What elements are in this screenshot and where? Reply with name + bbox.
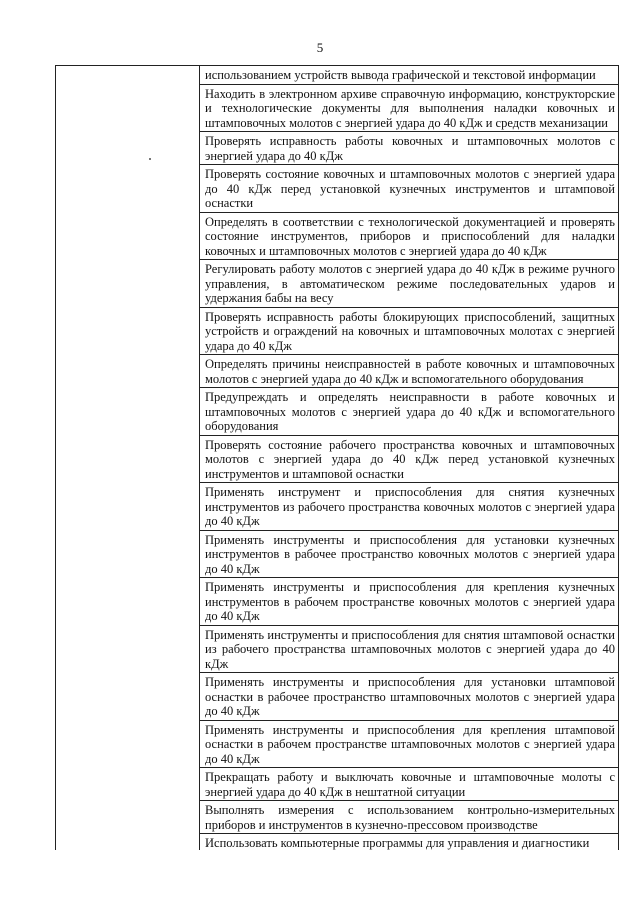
table-row: Определять причины неисправностей в работе ковочных и штамповочных молотов с энергией удара до 40 кДж и вспомогательного оборудования bbox=[200, 355, 618, 388]
table-row: Проверять состояние ковочных и штамповочных молотов с энергией удара до 40 кДж перед установкой кузнечных инструментов и штамповой оснастки bbox=[200, 165, 618, 213]
table-row: Применять инструменты и приспособления для установки кузнечных инструментов в рабочее пространство ковочных молотов с энергией удара до 40 кДж bbox=[200, 531, 618, 579]
table-row: Применять инструменты и приспособления для снятия штамповой оснастки из рабочего пространства штамповочных молотов с энергией удара до 40 кДж bbox=[200, 626, 618, 674]
skills-table bbox=[55, 65, 619, 850]
table-row: Проверять состояние рабочего пространства ковочных и штамповочных молотов с энергией удара до 40 кДж перед установкой кузнечных инструментов и штамповой оснастки bbox=[200, 436, 618, 484]
table-row: Проверять исправность работы блокирующих приспособлений, защитных устройств и ограждений на ковочных и штамповочных молотах с энергией удара до 40 кДж bbox=[200, 308, 618, 356]
table-left-column bbox=[56, 66, 199, 850]
table-right-column bbox=[200, 66, 618, 852]
table-row: использованием устройств вывода графической и текстовой информации bbox=[200, 66, 618, 85]
table-row: Регулировать работу молотов с энергией удара до 40 кДж в режиме ручного управления, в автоматическом режиме последовательных ударов и удержания бабы на весу bbox=[200, 260, 618, 308]
scan-speck bbox=[149, 158, 151, 160]
table-row: Прекращать работу и выключать ковочные и штамповочные молоты с энергией удара до 40 кДж в нештатной ситуации bbox=[200, 768, 618, 801]
table-row: Использовать компьютерные программы для управления и диагностики bbox=[205, 836, 590, 850]
table-row: Применять инструменты и приспособления для установки штамповой оснастки в рабочее пространство штамповочных молотов с энергией удара до 40 кДж bbox=[200, 673, 618, 721]
table-row: Выполнять измерения с использованием контрольно-измерительных приборов и инструментов в кузнечно-прессовом производстве bbox=[200, 801, 618, 834]
table-row: Применять инструменты и приспособления для крепления штамповой оснастки в рабочем пространстве штамповочных молотов с энергией удара до 40 кДж bbox=[200, 721, 618, 769]
table-row: Применять инструменты и приспособления для крепления кузнечных инструментов в рабочем пространстве ковочных молотов с энергией удара до 40 кДж bbox=[200, 578, 618, 626]
table-row: Применять инструмент и приспособления для снятия кузнечных инструментов из рабочего пространства ковочных молотов с энергией удара до 40 кДж bbox=[200, 483, 618, 531]
table-row: Определять в соответствии с технологической документацией и проверять состояние инструментов, приборов и приспособлений для наладки ковочных и штамповочных молотов с энергией удара до 40 кДж bbox=[200, 213, 618, 261]
table-row: Предупреждать и определять неисправности в работе ковочных и штамповочных молотов с энергией удара до 40 кДж и вспомогательного оборудования bbox=[200, 388, 618, 436]
table-row: Проверять исправность работы ковочных и штамповочных молотов с энергией удара до 40 кДж bbox=[200, 132, 618, 165]
page-number: 5 bbox=[316, 40, 324, 55]
table-row: Находить в электронном архиве справочную информацию, конструкторские и технологические документы для выполнения наладки ковочных и штамповочных молотов с энергией удара до 40 кДж и средств механизации bbox=[200, 85, 618, 133]
